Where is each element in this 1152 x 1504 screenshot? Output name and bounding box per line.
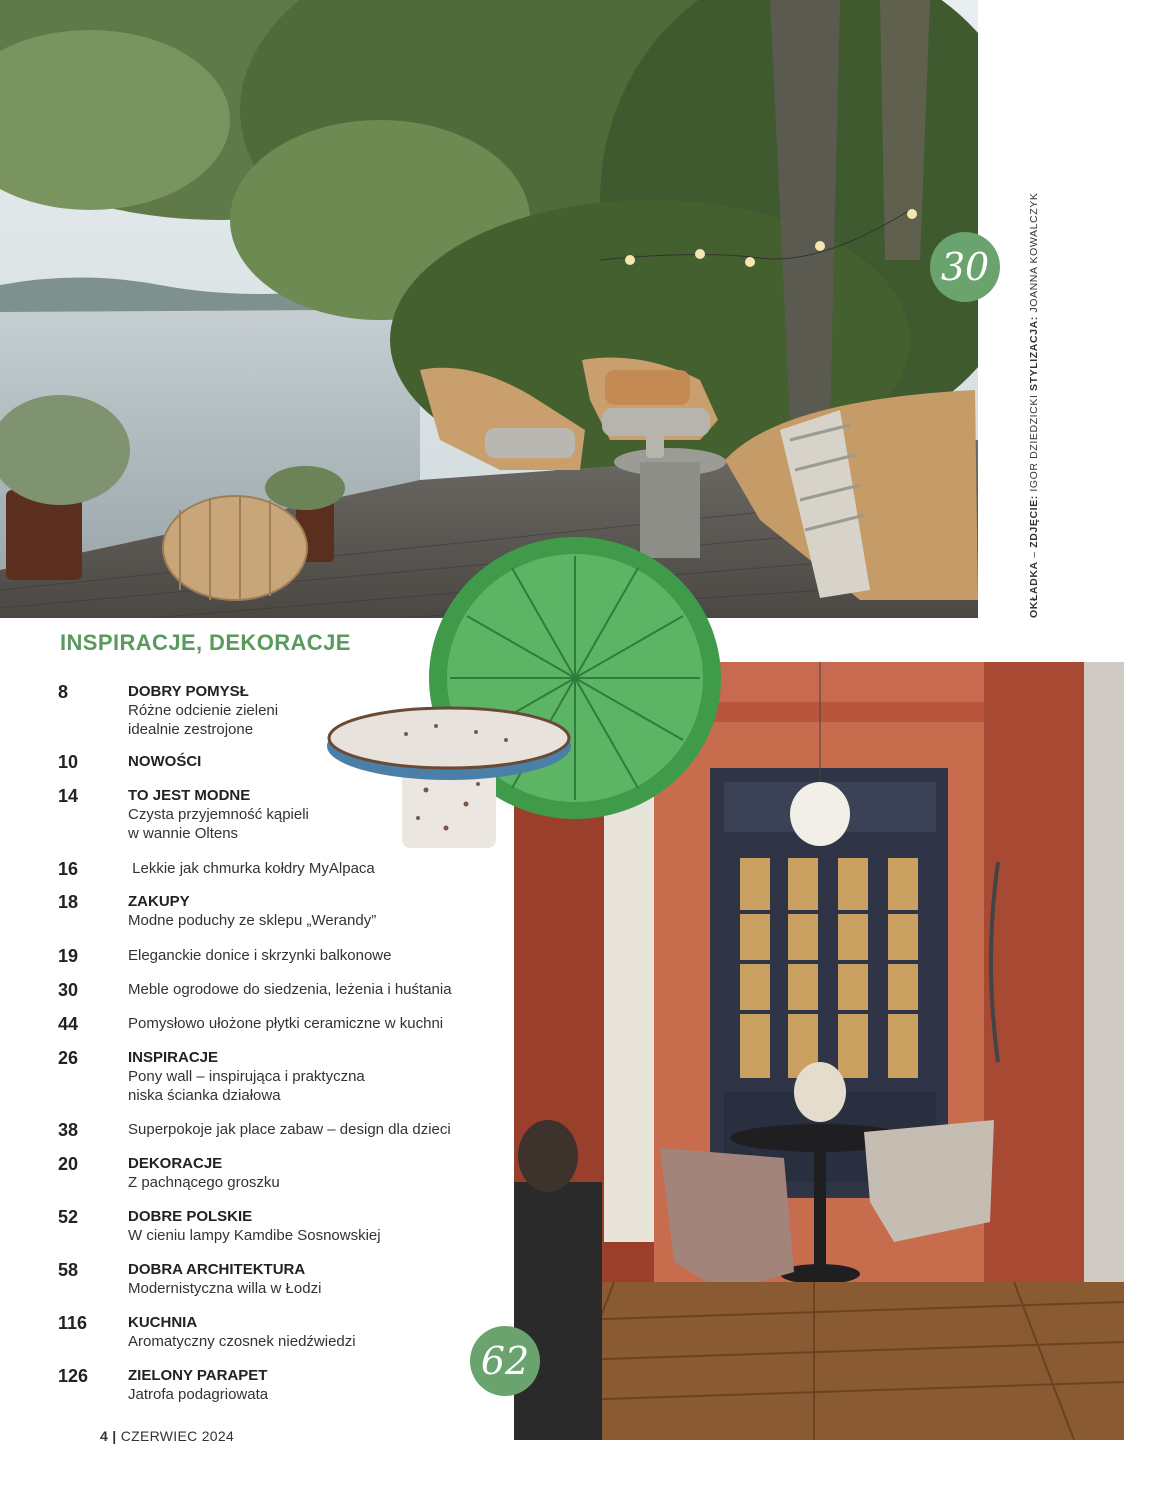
page-footer	[100, 1428, 234, 1444]
toc-description: W cieniu lampy Kamdibe Sosnowskiej	[128, 1227, 381, 1244]
toc-description: Z pachnącego groszku	[128, 1174, 280, 1191]
page-badge-62: 62	[470, 1326, 540, 1396]
cover-label: OKŁADKA	[1028, 561, 1040, 618]
footer-separator: |	[108, 1428, 121, 1444]
toc-description: Modernistyczna willa w Łodzi	[128, 1280, 322, 1297]
toc-heading: DOBRY POMYSŁ	[128, 683, 249, 700]
toc-description: Modne poduchy ze sklepu „Werandy”	[128, 912, 377, 929]
toc-page-number: 19	[58, 946, 79, 966]
toc-page-number: 58	[58, 1260, 79, 1280]
toc-text	[128, 1120, 508, 1139]
toc-heading: ZIELONY PARAPET	[128, 1367, 268, 1384]
toc-description: Pony wall – inspirująca i praktyczna	[128, 1068, 365, 1085]
toc-page-number: 44	[58, 1014, 79, 1034]
garden-photo	[0, 0, 978, 618]
toc-page-number: 26	[58, 1048, 79, 1068]
section-title: INSPIRACJE, DEKORACJE	[60, 630, 351, 655]
toc-page-number: 52	[58, 1207, 79, 1227]
toc-text	[128, 1260, 508, 1298]
toc-text	[128, 1154, 508, 1192]
toc-description: Meble ogrodowe do siedzenia, leżenia i huśtania	[128, 981, 452, 998]
toc-heading: DOBRE POLSKIE	[128, 1208, 253, 1225]
toc-page-number: 38	[58, 1120, 79, 1140]
toc-text	[128, 1366, 508, 1404]
toc-page-number: 20	[58, 1154, 79, 1174]
toc-description: Lekkie jak chmurka kołdry MyAlpaca	[128, 860, 375, 877]
toc-page-number: 14	[58, 786, 79, 806]
style-credit-name: JOANNA KOWALCZYK	[1028, 192, 1040, 313]
toc-description: Eleganckie donice i skrzynki balkonowe	[128, 947, 392, 964]
toc-page-number: 116	[58, 1313, 88, 1333]
toc-text	[128, 946, 508, 965]
toc-description: Jatrofa podagriowata	[128, 1386, 269, 1403]
toc-description: idealnie zestrojone	[128, 721, 254, 738]
toc-text	[128, 682, 508, 739]
toc-page-number: 8	[58, 682, 69, 702]
photo-label: ZDJĘCIE:	[1028, 495, 1040, 548]
credits-dash: –	[1028, 547, 1040, 558]
toc-page-number: 16	[58, 859, 79, 879]
toc-description: niska ścianka działowa	[128, 1087, 281, 1104]
toc-text	[128, 980, 508, 999]
toc-description: Superpokoje jak place zabaw – design dla dzieci	[128, 1121, 451, 1138]
page-number: 4	[100, 1428, 109, 1444]
issue-date: CZERWIEC 2024	[120, 1428, 235, 1444]
toc-description: w wannie Oltens	[128, 825, 239, 842]
toc-heading: DEKORACJE	[128, 1155, 223, 1172]
toc-text	[128, 892, 508, 930]
toc-heading: DOBRA ARCHITEKTURA	[128, 1261, 306, 1278]
toc-heading: NOWOŚCI	[128, 753, 202, 770]
toc-text	[128, 752, 508, 771]
toc-description: Różne odcienie zieleni	[128, 702, 279, 719]
toc-heading: KUCHNIA	[128, 1314, 198, 1331]
cover-credits	[1028, 193, 1040, 618]
toc-page-number: 10	[58, 752, 79, 772]
toc-text	[128, 1207, 508, 1245]
style-label: STYLIZACJA:	[1028, 316, 1040, 391]
toc-heading: INSPIRACJE	[128, 1049, 219, 1066]
toc-text	[128, 1313, 508, 1351]
toc-description: Czysta przyjemność kąpieli	[128, 806, 309, 823]
toc-text	[128, 786, 508, 843]
page-badge-30: 30	[930, 232, 1000, 302]
toc-text	[128, 1048, 508, 1105]
toc-heading: ZAKUPY	[128, 893, 190, 910]
toc-text	[128, 1014, 508, 1033]
toc-description: Pomysłowo ułożone płytki ceramiczne w kuchni	[128, 1015, 444, 1032]
toc-heading: TO JEST MODNE	[128, 787, 251, 804]
toc-page-number: 126	[58, 1366, 89, 1386]
toc-text	[128, 859, 508, 878]
photo-credit-name: IGOR DZIEDZICKI	[1028, 394, 1040, 492]
toc-page-number: 18	[58, 892, 79, 912]
toc-page-number: 30	[58, 980, 79, 1000]
toc-description: Aromatyczny czosnek niedźwiedzi	[128, 1333, 356, 1350]
